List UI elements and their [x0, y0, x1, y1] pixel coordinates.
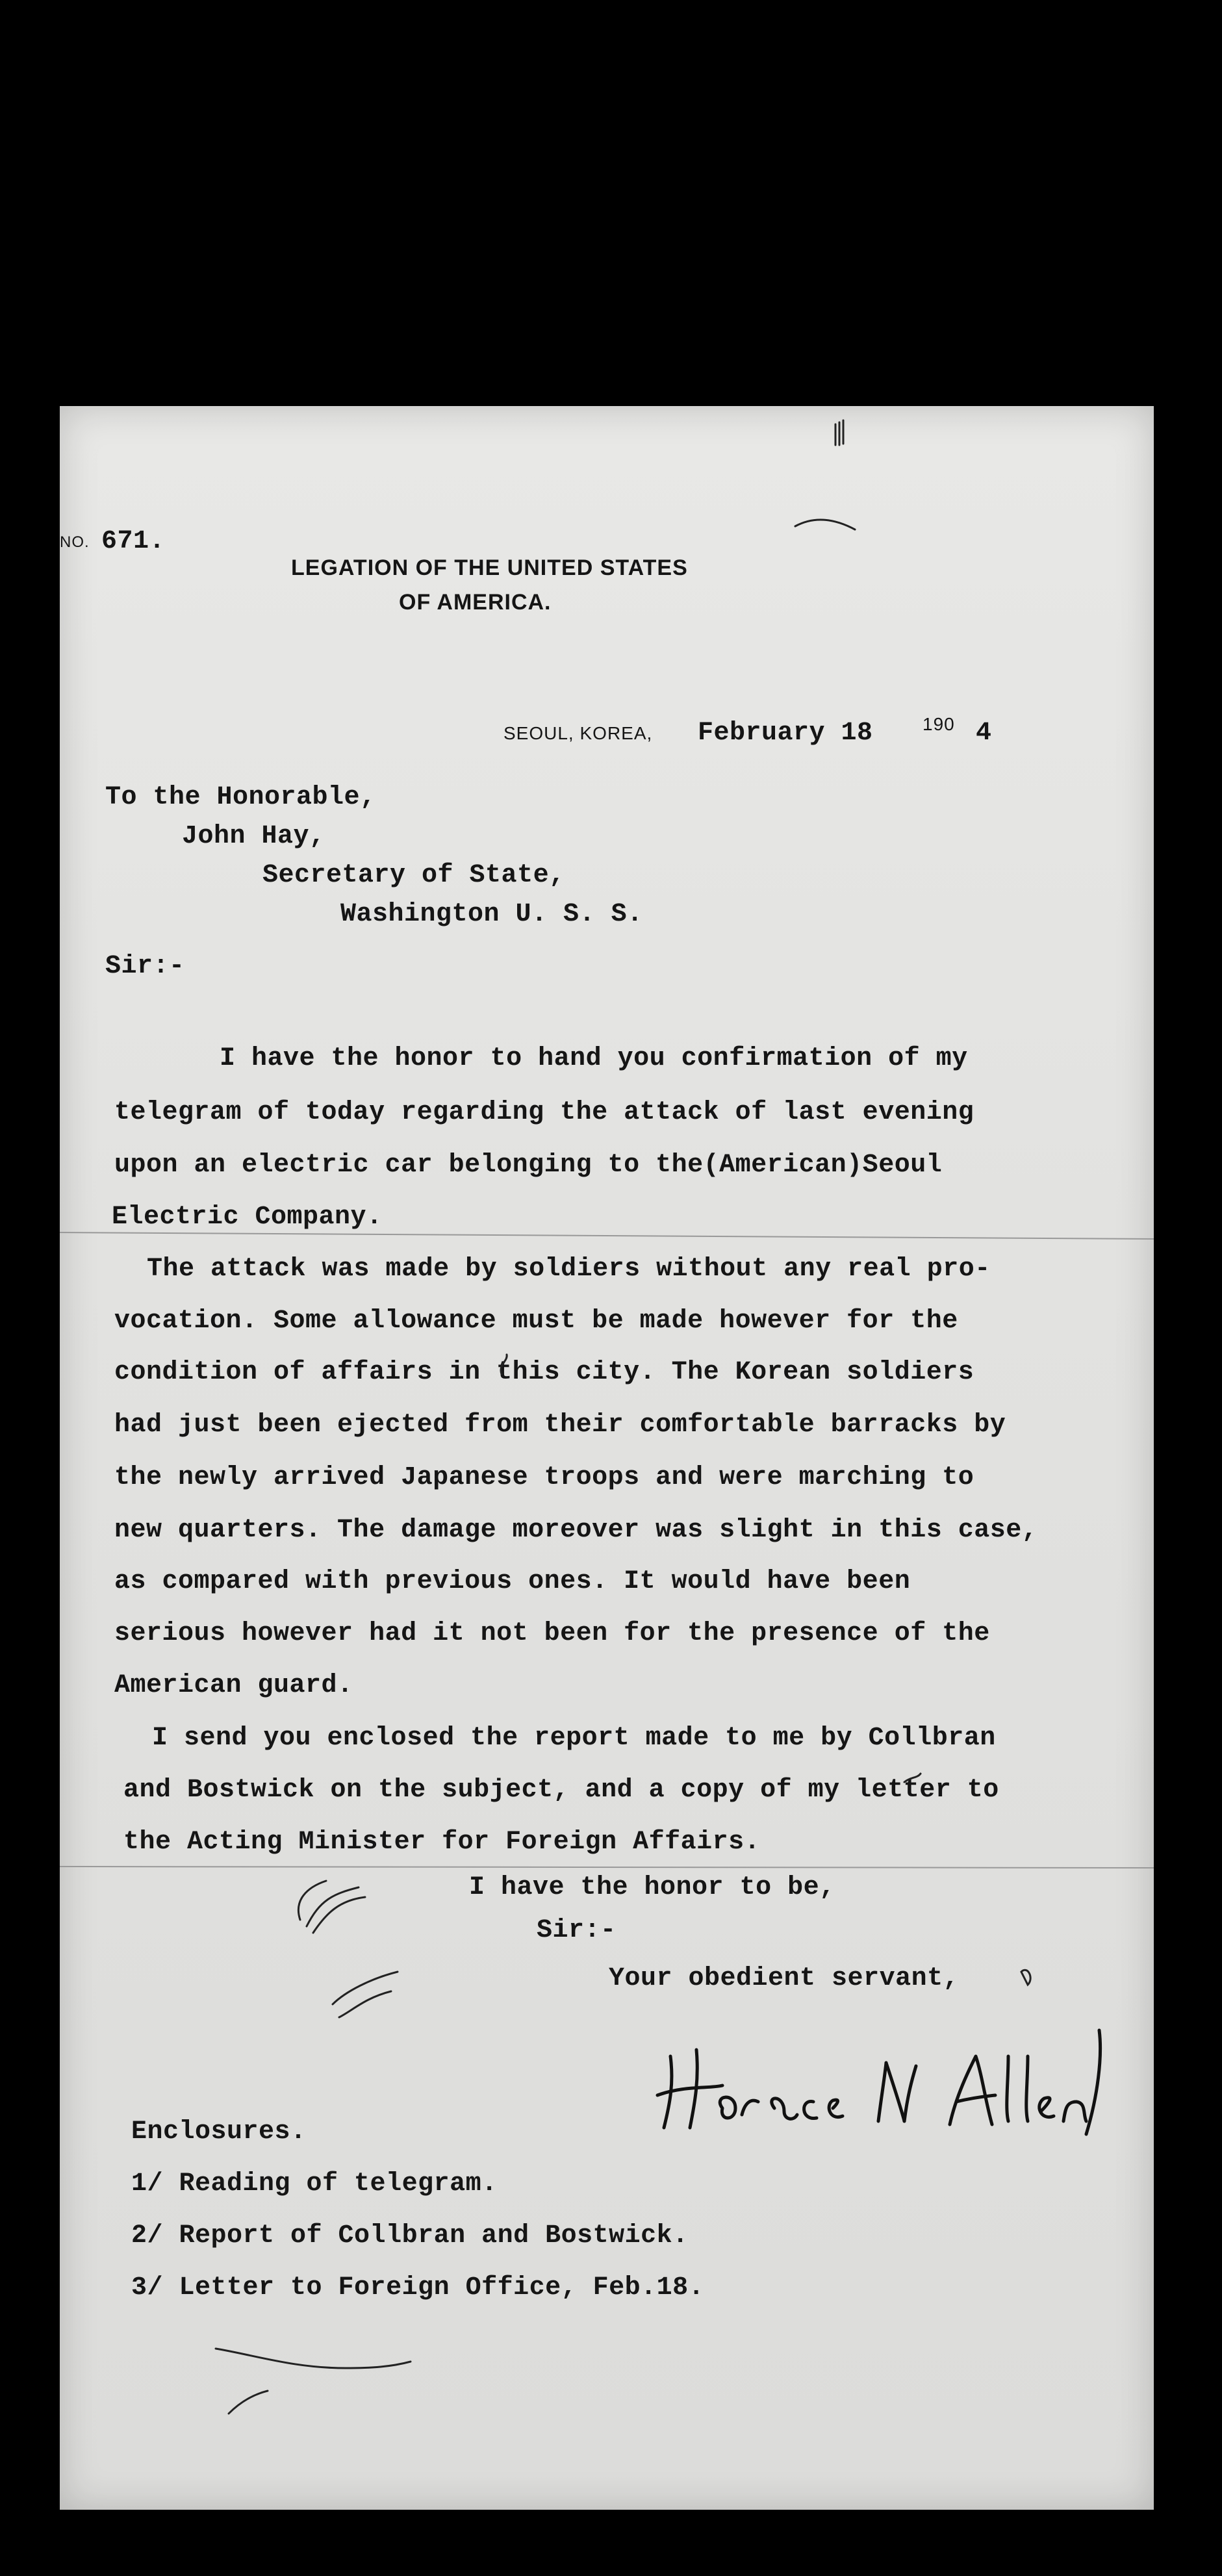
- body-line: condition of affairs in this city. The Korean soldiers: [114, 1358, 974, 1387]
- body-line: the Acting Minister for Foreign Affairs.: [123, 1828, 761, 1857]
- body-line: The attack was made by soldiers without any real pro-: [147, 1255, 991, 1284]
- year-prefix: 190: [923, 714, 955, 734]
- address-line-2: John Hay,: [182, 822, 325, 851]
- salutation: Sir:-: [105, 952, 185, 981]
- body-line: I send you enclosed the report made to me by Collbran: [152, 1724, 996, 1753]
- enclosure-item: 3/ Letter to Foreign Office, Feb.18.: [131, 2273, 705, 2302]
- legation-heading-line1: LEGATION OF THE UNITED STATES: [291, 555, 688, 580]
- body-line: the newly arrived Japanese troops and were marching to: [114, 1463, 974, 1492]
- enclosure-item: 2/ Report of Collbran and Bostwick.: [131, 2221, 689, 2251]
- closing-line-1: I have the honor to be,: [469, 1873, 835, 1902]
- address-line-4: Washington U. S. S.: [340, 900, 643, 929]
- year-suffix: 4: [976, 719, 992, 748]
- body-line: as compared with previous ones. It would have been: [114, 1567, 911, 1596]
- body-line: I have the honor to hand you confirmation of my: [220, 1044, 968, 1073]
- closing-line-3: Your obedient servant,: [609, 1964, 960, 1993]
- body-line: serious however had it not been for the presence of the: [114, 1619, 990, 1648]
- enclosure-item: 1/ Reading of telegram.: [131, 2169, 498, 2199]
- address-line-3: Secretary of State,: [262, 861, 565, 890]
- body-line: Electric Company.: [112, 1203, 383, 1232]
- number-label: NO.: [60, 533, 90, 551]
- body-line: telegram of today regarding the attack of last evening: [114, 1098, 974, 1127]
- body-line: upon an electric car belonging to the(American)Seoul: [114, 1151, 943, 1180]
- body-line: vocation. Some allowance must be made however for the: [114, 1307, 958, 1336]
- body-line: and Bostwick on the subject, and a copy of my letter to: [123, 1776, 999, 1805]
- letter-page: [60, 406, 1154, 2510]
- pen-scribble: [60, 406, 1154, 2510]
- body-line: American guard.: [114, 1671, 353, 1700]
- place-label: SEOUL, KOREA,: [503, 723, 653, 743]
- closing-line-2: Sir:-: [537, 1916, 617, 1945]
- address-line-1: To the Honorable,: [105, 783, 376, 812]
- body-line: new quarters. The damage moreover was slight in this case,: [114, 1516, 1038, 1545]
- legation-heading-line2: OF AMERICA.: [399, 590, 552, 615]
- letter-date: February 18: [698, 719, 873, 748]
- letter-number: 671.: [101, 527, 166, 556]
- body-line: had just been ejected from their comfortable barracks by: [114, 1410, 1006, 1440]
- enclosures-heading: Enclosures.: [131, 2117, 307, 2147]
